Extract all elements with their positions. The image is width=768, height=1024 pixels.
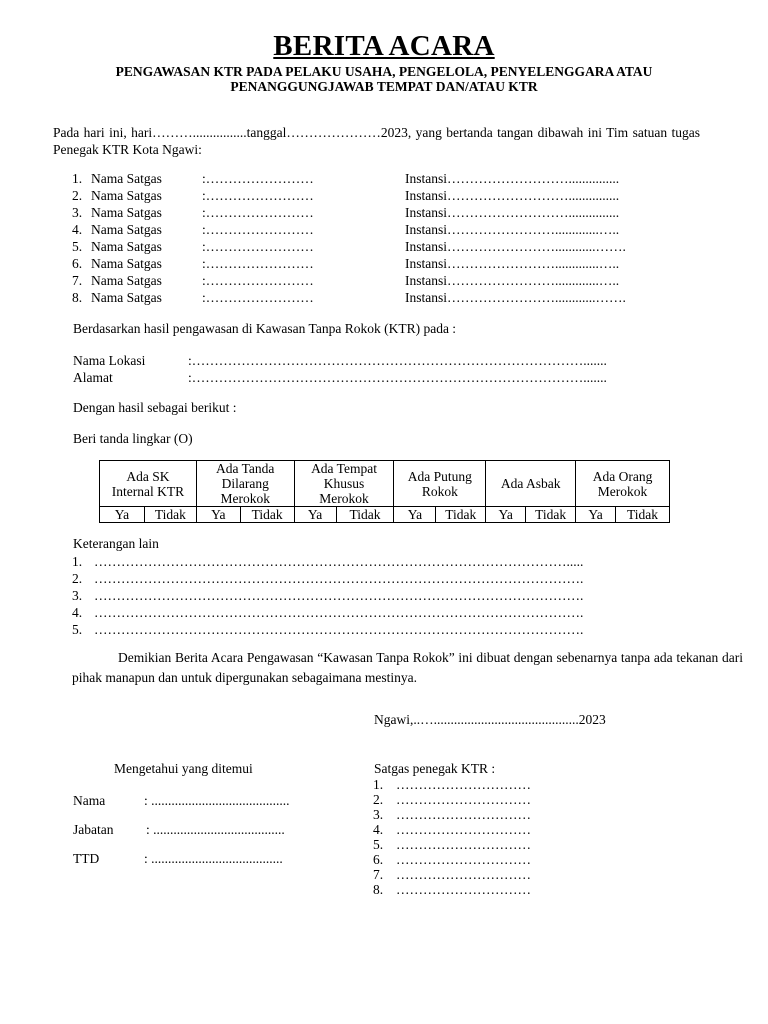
officer-line [373, 792, 573, 807]
satgas-row [72, 255, 672, 272]
header-line: Merokok [319, 491, 369, 506]
officer-field: ………………………… [396, 852, 531, 867]
satgas-number: 3. [72, 205, 83, 220]
officer-line [373, 837, 573, 852]
remark-field: ………………………………………………………………………………………………. [94, 571, 584, 586]
remark-line [72, 587, 672, 604]
officer-field: ………………………… [396, 837, 531, 852]
satgas-agency-field: Instansi………………………............... [405, 171, 620, 186]
closing-paragraph [72, 648, 743, 688]
checklist-header-cell [100, 461, 197, 507]
satgas-number: 5. [72, 239, 83, 254]
officer-field: ………………………… [396, 792, 531, 807]
satgas-label: Nama Satgas [91, 256, 162, 271]
officer-line [373, 807, 573, 822]
answer-yes-cell[interactable]: Ya [576, 507, 616, 523]
satgas-label: Nama Satgas [91, 273, 162, 288]
officer-field: ………………………… [396, 807, 531, 822]
header-line: Ada Tanda [216, 461, 275, 476]
remarks-list [72, 553, 672, 638]
officer-number: 6. [373, 852, 384, 867]
subtitle-line-1: PENGAWASAN KTR PADA PELAKU USAHA, PENGELOLA, PENYELENGGARA ATAU [115, 64, 653, 79]
basis-text: Berdasarkan hasil pengawasan di Kawasan Tanpa Rokok (KTR) pada : [73, 321, 457, 336]
officer-number: 7. [373, 867, 384, 882]
officer-field: ………………………… [396, 882, 531, 897]
remark-field: ……………………………………………………………………………………………..... [94, 554, 584, 569]
officer-field: ………………………… [396, 822, 531, 837]
checklist-header-cell [294, 461, 394, 507]
header-line: Dilarang [221, 476, 269, 491]
satgas-name-field: :…………………… [202, 256, 314, 271]
satgas-agency-field: Instansi……………………............……. [405, 290, 626, 305]
satgas-row [72, 238, 672, 255]
officer-number: 2. [373, 792, 384, 807]
officer-field: ………………………… [396, 777, 531, 792]
answer-yes-cell[interactable]: Ya [486, 507, 526, 523]
witness-name-label: Nama [73, 793, 106, 808]
remark-number: 1. [72, 554, 83, 569]
answer-no-cell[interactable]: Tidak [615, 507, 669, 523]
document-title: BERITA ACARA [273, 30, 495, 62]
answer-no-cell[interactable]: Tidak [144, 507, 196, 523]
satgas-number: 2. [72, 188, 83, 203]
header-line: Ada Tempat [311, 461, 377, 476]
officer-line [373, 822, 573, 837]
address-label: Alamat [73, 370, 113, 385]
satgas-row [72, 272, 672, 289]
witness-signature-label: TTD [73, 851, 100, 866]
address-field: :……………………………………………………………………………....... [188, 370, 607, 385]
satgas-number: 7. [72, 273, 83, 288]
remarks-label: Keterangan lain [73, 536, 159, 551]
intro-paragraph: Pada hari ini, hari………................tanggal…………………2023, yang bertanda tangan dibawah ini Tim satuan tugas Penegak KTR Kota Ngawi: [53, 125, 700, 157]
header-line: Ada Putung [407, 468, 472, 484]
remark-field: ………………………………………………………………………………………………. [94, 588, 584, 603]
checklist-table [99, 460, 670, 523]
officers-list [373, 777, 573, 897]
answer-yes-cell[interactable]: Ya [100, 507, 145, 523]
answer-no-cell[interactable]: Tidak [526, 507, 576, 523]
officer-number: 1. [373, 777, 384, 792]
officer-field: ………………………… [396, 867, 531, 882]
checklist-header-row [100, 461, 670, 507]
header-line: Khusus [323, 476, 365, 491]
result-intro: Dengan hasil sebagai berikut : [73, 400, 237, 415]
satgas-name-field: :…………………… [202, 171, 314, 186]
satgas-row [72, 170, 672, 187]
remark-field: ………………………………………………………………………………………………. [94, 605, 584, 620]
answer-no-cell[interactable]: Tidak [240, 507, 294, 523]
satgas-label: Nama Satgas [91, 188, 162, 203]
remark-line [72, 621, 672, 638]
header-line: Internal KTR [111, 483, 185, 499]
witness-position-label: Jabatan [73, 822, 114, 837]
satgas-number: 1. [72, 171, 83, 186]
officer-line [373, 882, 573, 897]
officer-line [373, 867, 573, 882]
answer-no-cell[interactable]: Tidak [336, 507, 394, 523]
header-line: Rokok [421, 483, 458, 499]
header-line: Ada SK [126, 468, 170, 484]
answer-yes-cell[interactable]: Ya [294, 507, 336, 523]
remark-number: 2. [72, 571, 83, 586]
checklist-header-cell [576, 461, 670, 507]
witness-signature-field: : ....................................... [144, 851, 283, 866]
satgas-row [72, 289, 672, 306]
officer-number: 3. [373, 807, 384, 822]
satgas-agency-field: Instansi…………………….............….. [405, 273, 620, 288]
satgas-agency-field: Instansi………………………............... [405, 188, 620, 203]
satgas-name-field: :…………………… [202, 205, 314, 220]
satgas-name-field: :…………………… [202, 188, 314, 203]
satgas-list [72, 170, 672, 306]
satgas-name-field: :…………………… [202, 273, 314, 288]
header-line: Merokok [220, 491, 270, 506]
answer-yes-cell[interactable]: Ya [196, 507, 240, 523]
remark-number: 4. [72, 605, 83, 620]
witness-position-field: : ....................................... [146, 822, 285, 837]
officers-title: Satgas penegak KTR : [374, 761, 496, 776]
satgas-row [72, 221, 672, 238]
satgas-agency-field: Instansi……………………............……. [405, 239, 626, 254]
header-line: Ada Asbak [500, 476, 561, 491]
witness-title: Mengetahui yang ditemui [114, 761, 253, 776]
subtitle-line-2: PENANGGUNGJAWAB TEMPAT DAN/ATAU KTR [230, 79, 538, 94]
satgas-name-field: :…………………… [202, 239, 314, 254]
officer-number: 5. [373, 837, 384, 852]
satgas-row [72, 187, 672, 204]
remark-line [72, 604, 672, 621]
remark-field: ………………………………………………………………………………………………. [94, 622, 584, 637]
satgas-label: Nama Satgas [91, 239, 162, 254]
officer-number: 4. [373, 822, 384, 837]
satgas-label: Nama Satgas [91, 171, 162, 186]
header-line: Ada Orang [592, 468, 653, 484]
answer-yes-cell[interactable]: Ya [394, 507, 436, 523]
satgas-label: Nama Satgas [91, 205, 162, 220]
officer-number: 8. [373, 882, 384, 897]
satgas-name-field: :…………………… [202, 290, 314, 305]
checklist-answer-row [100, 507, 670, 523]
satgas-row [72, 204, 672, 221]
satgas-label: Nama Satgas [91, 290, 162, 305]
officer-line [373, 777, 573, 792]
checklist-header-cell [486, 461, 576, 507]
checklist-header-cell [394, 461, 486, 507]
remark-line [72, 553, 672, 570]
checklist-header-cell [196, 461, 294, 507]
satgas-name-field: :…………………… [202, 222, 314, 237]
place-date: Ngawi,..…...........................................2023 [374, 712, 606, 727]
satgas-agency-field: Instansi…………………….............….. [405, 222, 620, 237]
header-line: Merokok [597, 483, 648, 499]
satgas-number: 8. [72, 290, 83, 305]
remark-number: 3. [72, 588, 83, 603]
satgas-agency-field: Instansi………………………............... [405, 205, 620, 220]
location-name-label: Nama Lokasi [73, 353, 146, 368]
satgas-number: 4. [72, 222, 83, 237]
remark-line [72, 570, 672, 587]
answer-no-cell[interactable]: Tidak [436, 507, 486, 523]
location-name-field: :……………………………………………………………………………....... [188, 353, 607, 368]
satgas-label: Nama Satgas [91, 222, 162, 237]
officer-line [373, 852, 573, 867]
remark-number: 5. [72, 622, 83, 637]
closing-text: Demikian Berita Acara Pengawasan “Kawasan Tanpa Rokok” ini dibuat dengan sebenarnya tanpa ada tekanan dari pihak manapun dan untuk dipergunakan sebagaimana mestinya. [72, 650, 743, 685]
circle-instruction: Beri tanda lingkar (O) [73, 431, 193, 446]
satgas-number: 6. [72, 256, 83, 271]
satgas-agency-field: Instansi…………………….............….. [405, 256, 620, 271]
witness-name-field: : ......................................... [144, 793, 290, 808]
